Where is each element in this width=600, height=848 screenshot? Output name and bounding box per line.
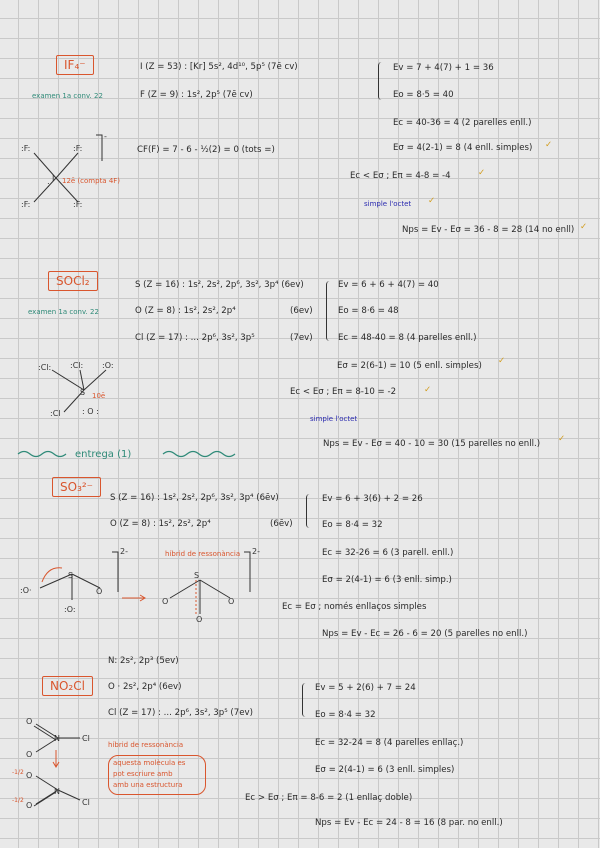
title-socl2: SOCl₂ [48,271,98,291]
check-icon: ✓ [428,196,436,206]
compare-4: Ec > Eσ ; Eπ = 8-6 = 2 (1 enllaç doble) [245,793,413,803]
exam-note-1: examen 1a conv. 22 [32,92,103,100]
lewis-structure-so3 [12,548,272,628]
ev-4: Ev = 5 + 2(6) + 7 = 24 [315,683,416,693]
svg-text::F:: :F: [73,200,83,209]
svg-text::O·: :O· [20,586,32,595]
config-N-4: N: 2s², 2p³ (5ev) [108,656,179,666]
check-icon: ✓ [478,168,486,178]
esigma-1: Eσ = 4(2-1) = 8 (4 enll. simples) [393,143,533,153]
formal-charge-F: CF(F) = 7 - 6 - ½(2) = 0 (tots =) [137,145,275,155]
check-icon: ✓ [580,222,588,232]
config-O-3-cv: (6ēv) [270,519,293,529]
title-no2cl: NO₂Cl [42,676,93,696]
svg-text::Cl:: :Cl: [38,363,52,372]
config-I: I (Z = 53) : [Kr] 5s², 4d¹⁰, 5p⁵ (7ē cv) [140,62,298,72]
nps-2: Nps = Ev - Eσ = 40 - 10 = 30 (15 parelles no enll.) [323,439,541,449]
svg-text:O: O [26,717,33,726]
svg-text::Cl:: :Cl: [70,361,84,370]
esigma-3: Eσ = 2(4-1) = 6 (3 enll. simp.) [322,575,452,585]
brace-1 [378,62,385,100]
brace-4 [302,683,309,717]
svg-text:O: O [26,771,33,780]
svg-text::F:: :F: [21,200,31,209]
eo-2: Eo = 8·6 = 48 [338,306,399,316]
svg-text:O: O [162,597,169,606]
config-Cl: Cl (Z = 17) : ... 2p⁶, 3s², 3p⁵ [135,333,255,343]
ev-3: Ev = 6 + 3(6) + 2 = 26 [322,494,423,504]
brace-3 [306,494,313,528]
title-so3: SO₃²⁻ [52,477,101,497]
ec-3: Ec = 32-26 = 6 (3 parell. enll.) [322,548,454,558]
svg-text:Cl: Cl [82,734,90,743]
svg-text::O:: :O: [64,605,76,614]
nps-3: Nps = Ev - Ec = 26 - 6 = 20 (5 parelles no enll.) [322,629,528,639]
svg-text::O:: :O: [102,361,114,370]
check-icon: ✓ [424,385,432,395]
ev-1: Ev = 7 + 4(7) + 1 = 36 [393,63,494,73]
svg-text:O: O [26,801,33,810]
config-O-3: O (Z = 8) : 1s², 2s², 2p⁴ [110,519,211,529]
eo-4: Eo = 8·4 = 32 [315,710,376,720]
svg-text:S: S [194,571,200,580]
svg-text:O: O [228,597,235,606]
svg-text:N: N [54,787,60,796]
svg-text:O: O [96,587,103,596]
config-Cl-cv: (7ev) [290,333,313,343]
exam-note-2: examen 1a conv. 22 [28,308,99,316]
nps-4: Nps = Ev - Ec = 24 - 8 = 16 (8 par. no enll.) [315,818,503,828]
compare-3: Ec = Eσ ; només enllaços simples [282,602,427,612]
ec-2: Ec = 48-40 = 8 (4 parelles enll.) [338,333,477,343]
svg-text:Cl: Cl [82,798,90,807]
svg-text:-1/2: -1/2 [12,769,24,776]
eo-1: Eo = 8·5 = 40 [393,90,454,100]
svg-text::F:: :F: [73,144,83,153]
title-if4: IF₄⁻ [56,55,94,75]
svg-text:: O :: : O : [82,407,99,416]
ec-1: Ec = 40-36 = 4 (2 parelles enll.) [393,118,532,128]
config-F: F (Z = 9) : 1s², 2p⁵ (7ē cv) [140,90,253,100]
esigma-2: Eσ = 2(6-1) = 10 (5 enll. simples) [337,361,482,371]
divider-wave [18,448,268,460]
ev-2: Ev = 6 + 6 + 4(7) = 40 [338,280,439,290]
svg-text::: : [47,180,50,189]
note-line-2: pot escriure amb [113,770,173,778]
config-S-3: S (Z = 16) : 1s², 2s², 2p⁶, 3s², 3p⁴ (6ēv) [110,493,279,503]
svg-text:2-: 2- [120,547,128,556]
config-Cl-4: Cl (Z = 17) : ... 2p⁶, 3s², 3p⁵ (7ev) [108,708,253,718]
lewis-structure-no2cl [12,710,112,820]
label-12e: 12ē (compta 4F) [62,177,121,185]
brace-2 [326,281,333,341]
esigma-4: Eσ = 2(4-1) = 6 (3 enll. simples) [315,765,455,775]
svg-text:O: O [26,750,33,759]
hibrid-note-3: híbrid de ressonància [165,550,241,558]
simple-octet-1: simple l'octet [364,200,412,208]
config-O: O (Z = 8) : 1s², 2s², 2p⁴ [135,306,236,316]
lewis-structure-socl2 [34,358,144,428]
svg-text:N: N [54,734,60,743]
compare-2: Ec < Eσ ; Eπ = 8-10 = -2 [290,387,397,397]
ec-4: Ec = 32-24 = 8 (4 parelles enllaç.) [315,738,464,748]
note-line-3: amb una estructura [113,781,183,789]
svg-text:2-: 2- [252,547,260,556]
check-icon: ✓ [545,140,553,150]
svg-text:S: S [80,388,86,397]
label-10e: 10ē [92,392,106,400]
svg-text:O: O [196,615,203,624]
compare-1: Ec < Eσ ; Eπ = 4-8 = -4 [350,171,451,181]
svg-text:-1/2: -1/2 [12,797,24,804]
svg-text::F:: :F: [21,144,31,153]
svg-text:S: S [68,571,74,580]
svg-text::Cl: :Cl [50,409,61,418]
nps-1: Nps = Ev - Eσ = 36 - 8 = 28 (14 no enll) [402,225,575,235]
check-icon: ✓ [498,356,506,366]
note-line-1: aquesta molècula es [113,759,186,767]
svg-text:I: I [52,174,55,183]
config-O-4: O · 2s², 2p⁴ (6ev) [108,682,182,692]
eo-3: Eo = 8·4 = 32 [322,520,383,530]
simple-octet-2: simple l'octet [310,415,358,423]
check-icon: ✓ [558,434,566,444]
config-O-cv: (6ev) [290,306,313,316]
divider-label: entrega (1) [75,449,132,460]
hibrid-note-4: híbrid de ressonància [108,741,184,749]
svg-text:-: - [104,132,107,141]
config-S: S (Z = 16) : 1s², 2s², 2p⁶, 3s², 3p⁴ (6ev) [135,280,304,290]
